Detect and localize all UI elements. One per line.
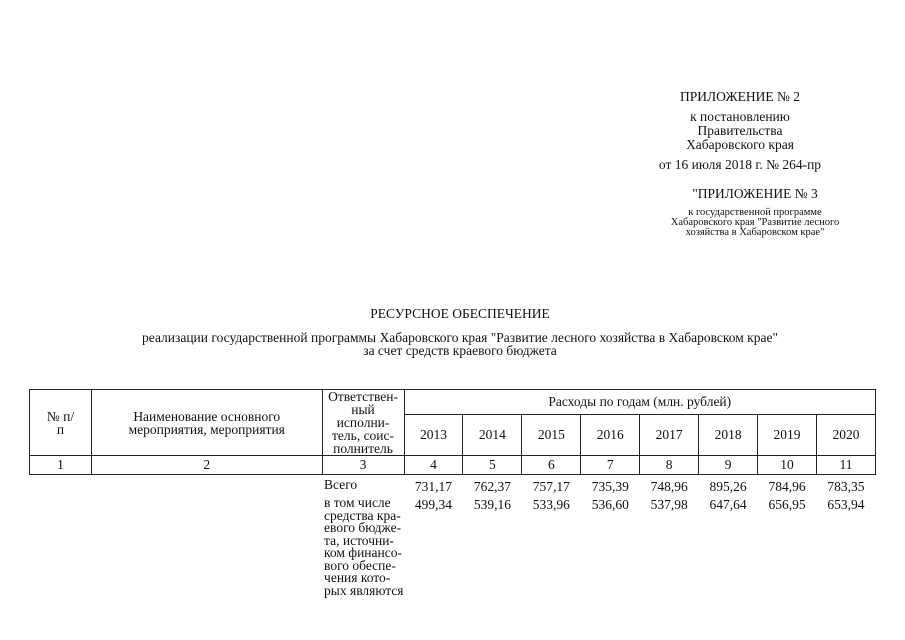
appendix-2-line-3: Хабаровского края <box>686 137 794 152</box>
column-number: 9 <box>699 456 758 475</box>
row-value: 656,95 <box>768 497 806 512</box>
document-title-block <box>60 306 860 357</box>
table-row <box>30 495 876 597</box>
header-year: 2017 <box>640 414 699 455</box>
appendix-3-title: "ПРИЛОЖЕНИЕ № 3 <box>692 186 818 201</box>
document-subtitle-2: за счет средств краевого бюджета <box>363 343 557 358</box>
row-value: 762,37 <box>473 479 511 494</box>
header-year: 2020 <box>816 414 875 455</box>
header-measure-name: Наименование основного мероприятия, мероприятия <box>91 390 322 456</box>
row-label: в том числе средства кра-евого бюдже-та, источни-ком финансо-вого обеспе-чения кото-рых являются <box>324 495 404 598</box>
row-value: 731,17 <box>414 479 453 494</box>
table-row <box>30 475 876 496</box>
row-value: 653,94 <box>827 497 865 512</box>
appendix-2-header <box>640 90 840 172</box>
row-value: 536,60 <box>591 497 629 512</box>
header-year: 2016 <box>581 414 640 455</box>
document-title: РЕСУРСНОЕ ОБЕСПЕЧЕНИЕ <box>370 306 550 321</box>
appendix-2-line-1: к постановлению <box>690 109 790 124</box>
row-value: 895,26 <box>709 479 747 494</box>
column-number: 10 <box>758 456 817 475</box>
header-year: 2015 <box>522 414 581 455</box>
document-subtitle-1: реализации государственной программы Хабаровского края "Развитие лесного хозяйства в Хабаровском крае" <box>142 330 778 345</box>
row-value: 539,16 <box>473 497 511 512</box>
resource-table <box>29 389 876 597</box>
header-year: 2014 <box>463 414 522 455</box>
column-number: 5 <box>463 456 522 475</box>
column-number: 8 <box>640 456 699 475</box>
row-value: 537,98 <box>650 497 688 512</box>
header-number: № п/п <box>30 390 92 456</box>
column-number: 2 <box>91 456 322 475</box>
column-number: 4 <box>404 456 463 475</box>
row-value: 757,17 <box>532 479 570 494</box>
row-value: 735,39 <box>591 479 629 494</box>
column-number: 1 <box>30 456 92 475</box>
appendix-3-line-2: Хабаровского края "Развитие лесного <box>670 217 840 228</box>
appendix-2-date: от 16 июля 2018 г. № 264-пр <box>658 157 822 172</box>
row-value: 647,64 <box>709 497 747 512</box>
header-year: 2018 <box>699 414 758 455</box>
appendix-2-title: ПРИЛОЖЕНИЕ № 2 <box>679 89 801 104</box>
appendix-3-header <box>640 186 870 238</box>
column-number: 7 <box>581 456 640 475</box>
row-label: Всего <box>324 477 358 492</box>
appendix-3-line-1: к государственной программе <box>688 207 822 218</box>
row-value: 783,35 <box>827 479 865 494</box>
column-number-row <box>30 456 876 475</box>
header-year: 2019 <box>758 414 817 455</box>
row-value: 784,96 <box>768 479 806 494</box>
header-responsible: Ответствен-ный исполни-тель, соис-полнитель <box>322 390 404 456</box>
row-value: 748,96 <box>650 479 688 494</box>
appendix-2-line-2: Правительства <box>697 123 783 138</box>
row-value: 533,96 <box>532 497 570 512</box>
appendix-3-line-3: хозяйства в Хабаровском крае" <box>685 227 825 238</box>
column-number: 11 <box>816 456 875 475</box>
column-number: 3 <box>322 456 404 475</box>
column-number: 6 <box>522 456 581 475</box>
header-expenses-by-year: Расходы по годам (млн. рублей) <box>404 390 875 415</box>
row-value: 499,34 <box>414 497 453 512</box>
header-year: 2013 <box>404 414 463 455</box>
